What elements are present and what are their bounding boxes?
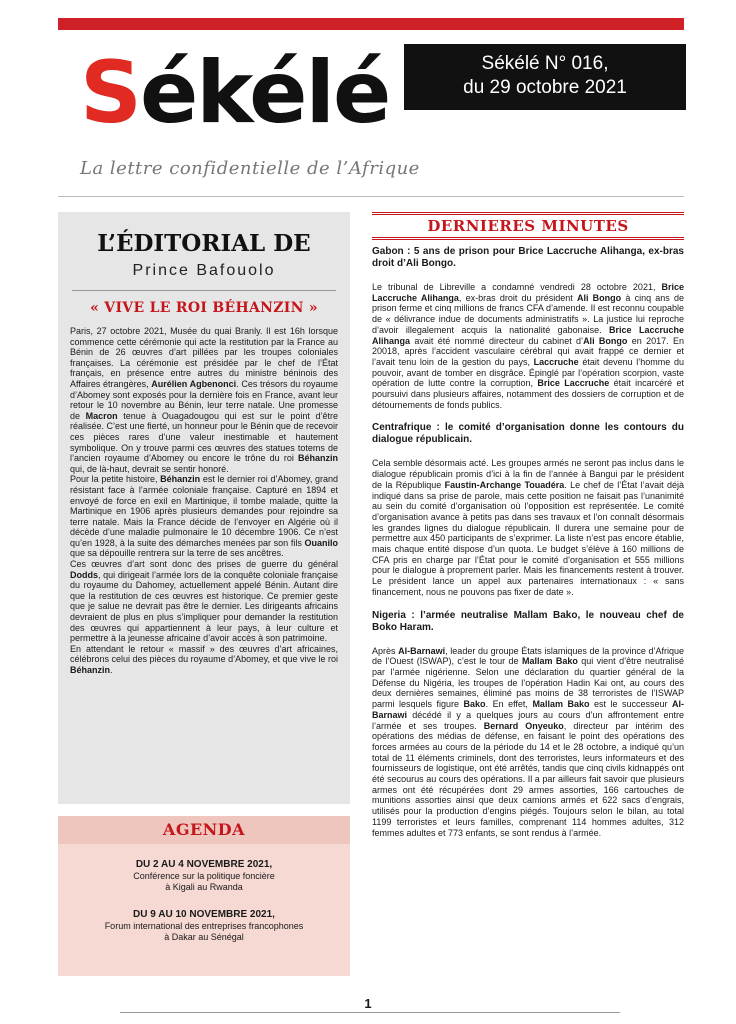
agenda-item	[58, 908, 350, 943]
editorial-body	[70, 326, 338, 676]
tagline: La lettre confidentielle de l’Afrique	[80, 158, 420, 179]
news-body	[372, 246, 684, 850]
editorial-paragraph: Paris, 27 octobre 2021, Musée du quai Branly. Il est 16h lorsque commence cette cérémonie qui acte la restitution par la France au Bénin de 26 œuvres d’art pillées par les troupes coloniales françaises. La cérémonie est présidée par le chef de l’État français, en présence entre autres du ministre béninois des Affaires étrangères, Aurélien Agbenonci. Ces trésors du royaume d’Abomey sont exposés pour la dernière fois en France, avant leur retour le 10 novembre au Bénin, leur terre natale. Une promesse de Macron tenue à Ouagadougou qui est sur le point d’être réalisée. C’est une fierté, un honneur pour le Bénin que de recevoir ces pièces rares d’une valeur inestimable et hautement symbolique. On y trouve parmi ces œuvres des statues totems de l’ancien royaume d’Abomey ou encore le trône du roi Béhanzin qui, de là-haut, devrait se sentir honoré.	[70, 326, 339, 474]
agenda-date: DU 9 AU 10 NOVEMBRE 2021,	[133, 909, 275, 920]
news-section-title: DERNIERES MINUTES	[372, 212, 684, 240]
editorial-title: L’ÉDITORIAL DE	[97, 230, 311, 257]
top-red-rule	[58, 18, 684, 30]
news-paragraph: Après Al-Barnawi, leader du groupe États islamiques de la province d’Afrique de l’Ouest (ISWAP), c’est le tour de Mallam Bako qui vient d’être neutralisé par l’armée nigérienne. Selon une déclaration du quartier général de la Défense du Nigéria, les troupes de l’opération Hadin Kai ont, au cours des deux dernières semaines, éliminé pas moins de 38 terroristes de l’ISWAP parmi lesquels figure Bako. En effet, Mallam Bako est le successeur Al-Barnawi décédé il y a quelques jours au cours d’un affrontement entre l’armée et ses troupes. Bernard Onyeuko, directeur par intérim des opérations des médias de défense, en faisant le point des opérations des forces armées au cours de la période du 14 et le 28 octobre, a indiqué qu’un total de 11 éléments criminels, dont des terroristes, leurs informateurs et des fournisseurs de logistique, ont été arrêtés, tandis que cinq civils kidnappés ont été secourus au cours des opérations. Il a par ailleurs fait savoir que plusieurs armes ont été récupérées dont 29 armes assorties, 166 cartouches de munitions assorties ainsi que deux camions armés et 622 sacs d’engrais, utilisés pour la production d’engins piégés. Toujours selon le bilan, au total 1199 terroristes et leurs familles, comprenant 114 hommes adultes, 312 femmes adultes et 773 enfants, se sont rendus à l’armée.	[372, 645, 685, 838]
editorial-heading: « VIVE LE ROI BÉHANZIN »	[90, 300, 318, 316]
agenda-date: DU 2 AU 4 NOVEMBRE 2021,	[135, 859, 273, 870]
header-divider	[58, 196, 684, 197]
news-paragraph: Cela semble désormais acté. Les groupes armés ne seront pas inclus dans le dialogue républicain promis d’ici à la fin de l’année à Bangui par le président de la République Faustin-Archange Touadéra. Le chef de l’État l’avait déjà indiqué dans sa prise de parole, mais cette position ne faisait pas l’unanimité au sein du comité d’organisation où l’opposition est représentée. Le comité d’organisation avance à petits pas dans ses travaux et l’on connaît désormais les grandes lignes du dialogue républicain. Il durera une semaine pour de permettre aux 450 participants de s’exprimer. La liste n’est pas encore établie, mais chaque entité dispose d’un quota. Le budget s’élève à 160 millions de CFA pris en charge par l’État pour le comité d’organisation et 555 millions pour le dialogue à proprement parler. Mais les financements restent à trouver. Le président lance un appel aux partenaires internationaux : « sans financement, nous ne pouvons pas fixer de date ».	[372, 458, 684, 597]
agenda-line: à Kigali au Rwanda	[165, 882, 243, 892]
agenda-section	[58, 816, 350, 976]
footer-rule	[120, 1012, 620, 1013]
agenda-item	[58, 858, 350, 893]
logo-rest: ékélé	[139, 43, 390, 143]
agenda-line: à Dakar au Sénégal	[164, 932, 244, 942]
editorial-author: Prince Bafouolo	[132, 262, 276, 279]
agenda-line: Conférence sur la politique foncière	[133, 871, 275, 881]
page-number: 1	[364, 996, 372, 1011]
logo-initial: S	[80, 43, 140, 143]
news-headline: Nigeria : l’armée neutralise Mallam Bako, le nouveau chef de Boko Haram.	[372, 609, 684, 633]
agenda-title: AGENDA	[58, 816, 350, 844]
editorial-paragraph: En attendant le retour « massif » des œuvres d’art africaines, célébrons celui des pièces du royaume d’Abomey, et que vive le roi Béhanzin.	[70, 643, 338, 675]
editorial-paragraph: Pour la petite histoire, Béhanzin est le dernier roi d’Abomey, grand résistant face à l’armée coloniale française. Capturé en 1894 et envoyé de force en exil en Martinique, il tombe malade, quitte la Martinique en 1906 après plusieurs demandes pour rejoindre sa terre natale. Mais la France décide de l’envoyer en Algérie où il décède d’une maladie pulmonaire le 10 décembre 1906. Ce n’est qu’en 1928, à la suite des démarches menées par son fils Ouanilo que sa dépouille rentrera sur la terre de ses ancêtres.	[70, 474, 338, 559]
news-paragraph: Le tribunal de Libreville a condamné vendredi 28 octobre 2021, Brice Laccruche Alihanga, ex-bras droit du président Ali Bongo à cinq ans de prison ferme et cinq millions de francs CFA d’amende. Il est reconnu coupable de « délivrance indue de documents administratifs ». La justice lui reproche d’avoir illegalement acquis la nationalité gabonaise. Brice Laccruche Alihanga avait été nommé directeur du cabinet d’Ali Bongo en 2017. En 20018, après l’accident vasculaire cérébral qui avait frappé ce dernier et l’avait tenu loin de la gestion du pays, Laccruche était devenu l’homme du pouvoir, avant de tomber en disgrâce. Épinglé par l’opération scorpion, vaste opération de lutte contre la corruption, Brice Laccruche était incarcéré et poursuivi dans plusieurs affaires, notamment des dossiers de corruption et de détournements de fonds publics.	[372, 282, 685, 410]
editorial-section	[58, 212, 350, 804]
masthead-logo	[80, 43, 390, 143]
news-headline: Centrafrique : le comité d’organisation donne les contours du dialogue républicain.	[372, 422, 684, 446]
issue-box	[404, 44, 686, 110]
editorial-rule	[72, 290, 336, 291]
news-headline: Gabon : 5 ans de prison pour Brice Laccruche Alihanga, ex-bras droit d’Ali Bongo.	[372, 246, 684, 269]
issue-number: Sékélé N° 016,	[481, 53, 609, 74]
editorial-paragraph: Ces œuvres d’art sont donc des prises de guerre du général Dodds, qui dirigeait l’armée lors de la conquête coloniale française du royaume du Dahomey, actuellement appelé Bénin. Autant dire que la restitution de ces œuvres est historique. Ce premier geste que je salue ne devrait pas être le dernier. Les dirigeants africains devraient de plus en plus s’impliquer pour demander la restitution des œuvres qui appartiennent à leur pays, à leur culture et permettre à la jeunesse africaine d’avoir accès à son patrimoine.	[70, 559, 338, 644]
issue-date: du 29 octobre 2021	[463, 77, 627, 98]
agenda-line: Forum international des entreprises francophones	[104, 921, 304, 931]
